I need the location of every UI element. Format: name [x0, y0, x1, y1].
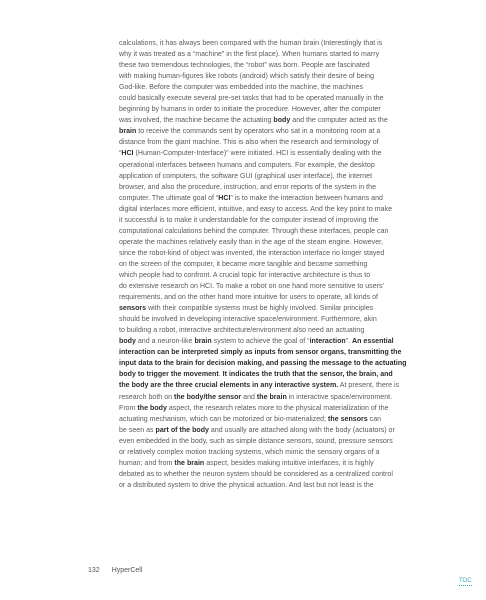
text-segment: do extensive research on HCI. To make a robot on one hand more sensitive to users’ — [119, 283, 385, 291]
text-segment: was involved, the machine became the actuating — [119, 117, 274, 125]
text-segment: to building a robot, interactive architecture/environment also need an actuating — [119, 327, 365, 335]
emphasis-text: the body/the sensor — [174, 393, 242, 401]
text-segment: even embedded in the body, such as simple distance sensors, sound, pressure sensors — [119, 437, 393, 445]
text-line — [119, 358, 441, 369]
text-line — [119, 392, 441, 403]
text-segment: be seen as — [119, 426, 156, 434]
text-line — [119, 171, 441, 182]
text-line — [119, 193, 441, 204]
text-line — [119, 259, 441, 270]
emphasis-text: body to trigger the movement — [119, 371, 219, 379]
text-segment: browser, and also the procedure, instruction, and error reports of the system in the — [119, 183, 377, 191]
text-line — [119, 137, 441, 148]
text-line — [119, 414, 441, 425]
text-line — [119, 480, 441, 491]
emphasis-text: part of the body — [155, 426, 209, 434]
text-segment: . — [218, 371, 223, 379]
emphasis-text: the body are the three crucial elements in any interactive system. — [119, 382, 339, 390]
text-line — [119, 447, 441, 458]
text-segment: beginning by humans in order to initiate the procedure. However, after the computer — [119, 106, 381, 114]
text-segment: could basically execute several pre-set tasks that had to be operated manually in the — [119, 95, 384, 103]
text-line — [119, 436, 441, 447]
text-segment: and a neuron-like — [135, 338, 195, 346]
text-segment: on the screen of the computer, it became more tangible and became something — [119, 260, 368, 268]
emphasis-text: the brain — [256, 393, 287, 401]
text-segment: (Human-Computer-Interface)” were initiated. HCI is essentially dealing with the — [133, 150, 382, 158]
text-segment: ” is to make the interaction between humans and — [230, 194, 383, 202]
text-line — [119, 303, 441, 314]
text-segment: requirements, and on the other hand more intuitive for users to operate, all kinds of — [119, 294, 378, 302]
text-segment: From — [119, 404, 138, 412]
text-segment: or relatively complex motion tracking systems, which mimic the sensory organs of a — [119, 448, 380, 456]
text-segment: aspect, the research relates more to the physical materialization of the — [166, 404, 389, 412]
text-segment: since the robot-kind of object was invented, the interaction interface no longer stayed — [119, 249, 385, 257]
text-segment: computer. The ultimate goal of “ — [119, 194, 219, 202]
page-footer — [88, 567, 142, 574]
text-line — [119, 38, 441, 49]
text-line — [119, 104, 441, 115]
text-line — [119, 325, 441, 336]
text-segment: with their compatible systems must be highly involved. Similar principles — [146, 305, 374, 313]
emphasis-text: An essential — [352, 338, 394, 346]
text-line — [119, 204, 441, 215]
text-segment: and usually are attached along with the body (actuators) or — [208, 426, 395, 434]
text-segment: can — [367, 415, 382, 423]
text-segment: application of computers, the software GUI (graphical user interface), the internet — [119, 172, 373, 180]
emphasis-text: It indicates the truth that the sensor, the brain, and — [222, 371, 393, 379]
emphasis-text: the brain — [174, 459, 205, 467]
text-segment: God-like. Before the computer was embedded into the machine, the machines — [119, 84, 363, 92]
emphasis-text: interaction can be interpreted simply as inputs from sensor organs, transmitting the — [119, 349, 402, 357]
text-segment: calculations, it has always been compared with the human brain (Interestingly that is — [119, 40, 383, 47]
text-line — [119, 93, 441, 104]
text-line — [119, 314, 441, 325]
text-line — [119, 425, 441, 436]
text-line — [119, 347, 441, 358]
emphasis-text: input data to the brain for decision making, and passing the message to the actuating — [119, 360, 407, 368]
text-segment: and — [241, 393, 257, 401]
text-segment: “ — [119, 150, 122, 158]
text-line — [119, 215, 441, 226]
emphasis-text: the body — [137, 404, 167, 412]
text-segment: with making human-figures like robots (android) which satisfy their desire of being — [119, 73, 375, 81]
text-line — [119, 380, 441, 391]
text-segment: actuating mechanism, which can be motorized or bio-materialized; — [119, 415, 329, 423]
text-segment: At present, there is — [338, 382, 400, 390]
text-segment: operate the machines relatively easily than in the age of the steam engine. However, — [119, 238, 384, 246]
text-line — [119, 71, 441, 82]
body-text — [119, 38, 441, 491]
text-segment: which people had to confront. A crucial topic for interactive architecture is thus to — [119, 271, 371, 279]
text-segment: or a distributed system to drive the physical actuation. And last but not least is the — [119, 481, 374, 489]
emphasis-text: HCI — [121, 150, 134, 158]
text-line — [119, 49, 441, 60]
text-segment: debated as to whether the neuron system should be considered as a centralized control — [119, 470, 393, 478]
text-segment: distance from the giant machine. This is also when the research and terminology of — [119, 139, 379, 147]
text-line — [119, 281, 441, 292]
text-line — [119, 336, 441, 347]
text-segment: it successful is to make it understandable for the computer instead of improving the — [119, 216, 379, 224]
emphasis-text: body — [273, 117, 291, 125]
text-line — [119, 148, 441, 159]
emphasis-text: the sensors — [328, 415, 368, 423]
toc-link[interactable]: TOC — [459, 578, 472, 584]
text-line — [119, 469, 441, 480]
emphasis-text: brain — [194, 338, 212, 346]
book-title: HyperCell — [111, 567, 143, 574]
text-segment: aspect, besides making intuitive interfaces, it is highly — [204, 459, 374, 467]
text-line — [119, 237, 441, 248]
text-line — [119, 82, 441, 93]
text-segment: and the computer acted as the — [290, 117, 388, 125]
text-segment: computational calculations behind the computer. Through these interfaces, people can — [119, 227, 389, 235]
emphasis-text: sensors — [119, 305, 147, 313]
emphasis-text: brain — [119, 128, 137, 136]
emphasis-text: body — [119, 338, 136, 346]
text-line — [119, 226, 441, 237]
text-line — [119, 369, 441, 380]
text-line — [119, 292, 441, 303]
text-line — [119, 248, 441, 259]
text-line — [119, 60, 441, 71]
text-segment: research both on — [119, 393, 175, 401]
text-line — [119, 270, 441, 281]
text-line — [119, 126, 441, 137]
text-line — [119, 160, 441, 171]
text-line — [119, 403, 441, 414]
text-segment: should be involved in developing interactive space/environment. Furthermore, akin — [119, 316, 377, 324]
text-segment: digital interfaces more efficient, intuitive, and easy to access. And the key point to make — [119, 205, 393, 213]
text-segment: system to achieve the goal of “ — [211, 338, 310, 346]
text-segment: operational interfaces between humans and computers. For example, the desktop — [119, 161, 375, 169]
page-number: 132 — [88, 567, 100, 574]
text-segment: why it was treated as a “machine” in the first place). When humans started to marry — [119, 51, 380, 59]
text-segment: to receive the commands sent by operators who sat in a monitoring room at a — [136, 128, 381, 136]
text-segment: ”. — [345, 338, 353, 346]
text-line — [119, 182, 441, 193]
text-segment: human; and from — [119, 459, 175, 467]
emphasis-text: interaction — [309, 338, 346, 346]
text-segment: these two tremendous technologies, the “robot” was born. People are fascinated — [119, 62, 370, 70]
text-line — [119, 458, 441, 469]
emphasis-text: HCI — [218, 194, 231, 202]
text-line — [119, 115, 441, 126]
text-segment: in interactive space/environment. — [286, 393, 393, 401]
